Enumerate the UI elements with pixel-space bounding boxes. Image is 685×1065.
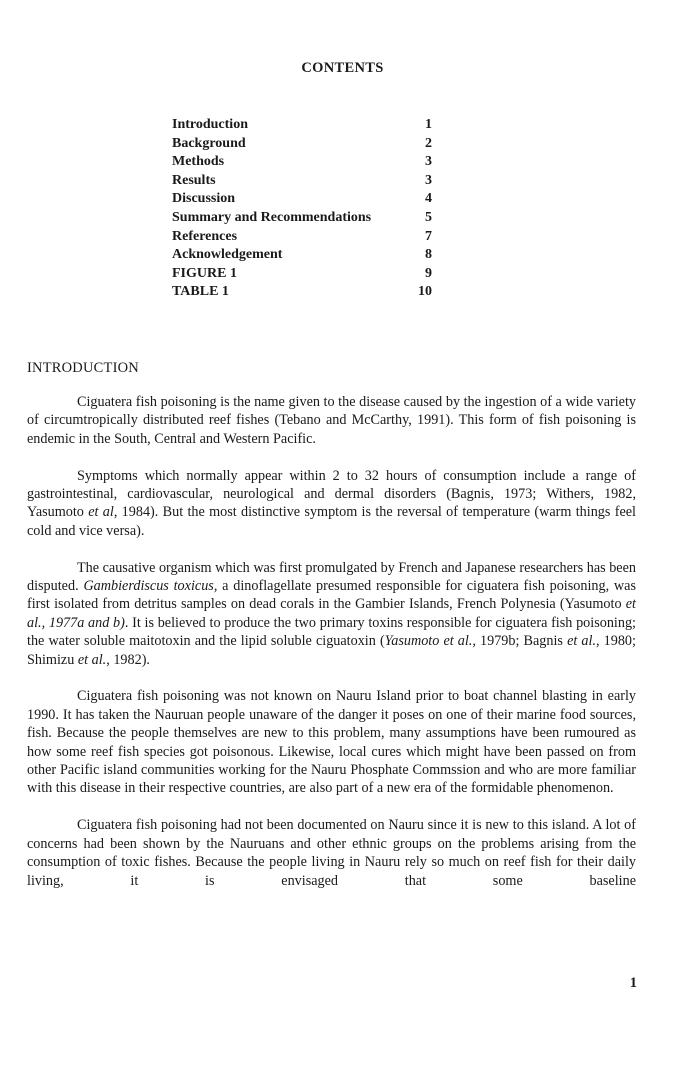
toc-entry-results (172, 172, 432, 191)
toc-entry-references (172, 228, 432, 247)
toc-entry-label: Introduction (172, 117, 248, 132)
contents-title: CONTENTS (301, 60, 384, 76)
toc-entry-methods (172, 153, 432, 172)
toc-entry-summary (172, 209, 432, 228)
toc-entry-acknowledgement (172, 246, 432, 265)
body-paragraph: Ciguatera fish poisoning had not been documented on Nauru since it is new to this island. A lot of concerns had been shown by the Nauruans and other ethnic groups on the problems arising from the consumption of toxic fishes. Because the people living in Nauru rely so much on reef fish for their daily living, it is envisaged that some baseline (27, 817, 636, 889)
table-of-contents (172, 116, 432, 302)
toc-entry-page: 9 (425, 265, 432, 281)
toc-entry-label: Methods (172, 154, 225, 170)
toc-entry-label: Results (172, 172, 216, 188)
toc-entry-label: Summary and Recommendations (172, 209, 372, 225)
toc-entry-label: FIGURE 1 (172, 265, 237, 281)
page-number: 1 (629, 975, 637, 991)
introduction-heading: INTRODUCTION (27, 360, 139, 376)
toc-entry-label: References (172, 228, 238, 244)
body-paragraph: Ciguatera fish poisoning was not known on Nauru Island prior to boat channel blasting in early 1990. It has taken the Nauruan people unaware of the danger it poses on one of their marine food sources, fish. Because the people themselves are new to this problem, many assumptions have been rumoured as how some reef fish species got poisonous. Likewise, local cures which might have been passed on from other Pacific island communities working for the Nauru Phosphate Commssion and who are more familiar with this disease in their respective countries, are also part of a new era of the formidable phenomenon. (27, 688, 636, 797)
toc-entry-page: 3 (425, 154, 432, 170)
toc-entry-discussion (172, 190, 432, 209)
introduction-body (27, 393, 636, 908)
toc-entry-introduction (172, 116, 432, 135)
toc-entry-label: Background (172, 135, 246, 151)
toc-entry-page: 8 (425, 247, 432, 263)
toc-entry-table-1 (172, 283, 432, 302)
toc-entry-page: 10 (418, 284, 432, 300)
toc-entry-page: 4 (425, 191, 432, 207)
toc-entry-label: TABLE 1 (172, 284, 229, 300)
toc-entry-label: Acknowledgement (172, 247, 283, 263)
toc-entry-page: 7 (425, 228, 432, 244)
body-paragraph: Ciguatera fish poisoning is the name given to the disease caused by the ingestion of a wide variety of circumtropically distributed reef fishes (Tebano and McCarthy, 1991). This form of fish poisoning is endemic in the South, Central and Western Pacific. (27, 394, 636, 447)
body-paragraph: The causative organism which was first promulgated by French and Japanese researchers has been disputed. Gambierdiscus toxicus, a dinoflagellate presumed responsible for ciguatera fish poisoning, was first isolated from detritus samples on dead corals in the Gambier Islands, French Polynesia (Yasumoto et al., 1977a and b). It is believed to produce the two primary toxins responsible for ciguatera fish poisoning; the water soluble maitotoxin and the lipid soluble ciguatoxin (Yasumoto et al., 1979b; Bagnis et al., 1980; Shimizu et al., 1982). (27, 559, 637, 668)
toc-entry-figure-1 (172, 265, 432, 284)
toc-entry-page: 2 (425, 135, 432, 151)
toc-entry-label: Discussion (172, 191, 236, 207)
body-paragraph: Symptoms which normally appear within 2 to 32 hours of consumption include a range of gastrointestinal, cardiovascular, neurological and dermal disorders (Bagnis, 1973; Withers, 1982, Yasumoto et al, 1984). But the most distinctive symptom is the reversal of temperature (warm things feel cold and vice versa). (27, 467, 636, 539)
toc-entry-page: 1 (425, 117, 432, 132)
toc-entry-page: 5 (425, 209, 432, 225)
toc-entry-background (172, 135, 432, 154)
toc-entry-page: 3 (425, 172, 432, 188)
